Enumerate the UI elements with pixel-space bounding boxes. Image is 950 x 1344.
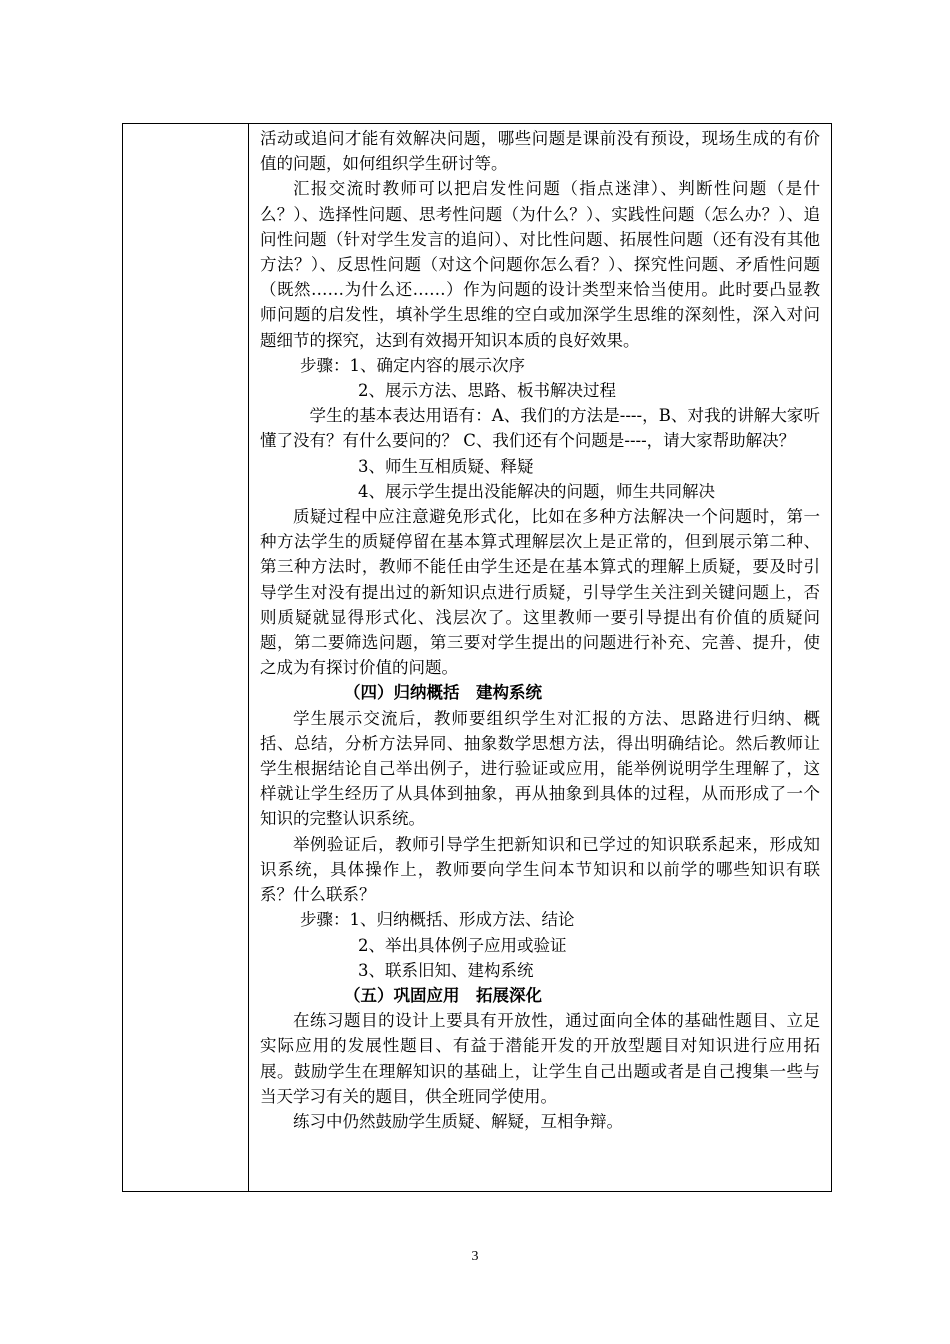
step-2: 2、展示方法、思路、板书解决过程 <box>358 381 616 401</box>
paragraph-question-types: 汇报交流时教师可以把启发性问题（指点迷津）、判断性问题（是什么？）、选择性问题、思考性问题（为什么？）、实践性问题（怎么办？）、追问性问题（针对学生发言的追问）、对比性问题、拓展性问题（还有没有其他方法？）、反思性问题（对这个问题你怎么看？）、探究性问题、矛盾性问题（既然……为什么还……）作为问题的设计类型来恰当使用。此时要凸显教师问题的启发性，填补学生思维的空白或加深学生思维的深刻性，深入对问题细节的探究，达到有效揭开知识本质的良好效果。 <box>260 179 820 350</box>
section-heading-4: （四）归纳概括 建构系统 <box>344 683 542 703</box>
table-column-divider <box>248 123 249 1192</box>
paragraph-continuation: 活动或追问才能有效解决问题，哪些问题是课前没有预设，现场生成的有价值的问题，如何组织学生研讨等。 <box>260 129 820 174</box>
section-heading-5: （五）巩固应用 拓展深化 <box>344 985 542 1005</box>
paragraph-exercises: 在练习题目的设计上要具有开放性，通过面向全体的基础性题目、立足实际应用的发展性题目、有益于潜能开发的开放型题目对知识进行应用拓展。鼓励学生在理解知识的基础上，让学生自己出题或者是自己搜集一些与当天学习有关的题目，供全班同学使用。 <box>260 1011 820 1106</box>
paragraph-questioning: 质疑过程中应注意避免形式化，比如在多种方法解决一个问题时，第一种方法学生的质疑停留在基本算式理解层次上是正常的，但到展示第二种、第三种方法时，教师不能任由学生还是在基本算式的理解上质疑，要及时引导学生对没有提出过的新知识点进行质疑，引导学生关注到关键问题上，否则质疑就显得形式化、浅层次了。这里教师一要引导提出有价值的质疑问题，第二要筛选问题，第三要对学生提出的问题进行补充、完善、提升，使之成为有探讨价值的问题。 <box>260 507 820 678</box>
table-content-cell <box>260 126 820 1134</box>
page-number: 3 <box>471 1249 479 1264</box>
step-3: 3、师生互相质疑、释疑 <box>358 456 534 476</box>
step-b1: 步骤：1、归纳概括、形成方法、结论 <box>300 910 575 930</box>
step-1: 步骤：1、确定内容的展示次序 <box>300 355 525 375</box>
paragraph-verify: 举例验证后，教师引导学生把新知识和已学过的知识联系起来，形成知识系统，具体操作上，教师要向学生问本节知识和以前学的哪些知识有联系？什么联系？ <box>260 834 820 905</box>
step-b2: 2、举出具体例子应用或验证 <box>358 935 567 955</box>
paragraph-practice: 练习中仍然鼓励学生质疑、解疑，互相争辩。 <box>293 1111 623 1131</box>
step-4: 4、展示学生提出没能解决的问题，师生共同解决 <box>358 481 715 501</box>
paragraph-summarize: 学生展示交流后，教师要组织学生对汇报的方法、思路进行归纳、概括、总结，分析方法异同、抽象数学思想方法，得出明确结论。然后教师让学生根据结论自己举出例子，进行验证或应用，能举例说明学生理解了，这样就让学生经历了从具体到抽象，再从抽象到具体的过程，从而形成了一个知识的完整认识系统。 <box>260 708 820 829</box>
step-b3: 3、联系旧知、建构系统 <box>358 960 534 980</box>
paragraph-student-expressions: 学生的基本表达用语有：A、我们的方法是----，B、对我的讲解大家听懂了没有？有什么要问的？ C、我们还有个问题是----，请大家帮助解决？ <box>260 406 820 451</box>
